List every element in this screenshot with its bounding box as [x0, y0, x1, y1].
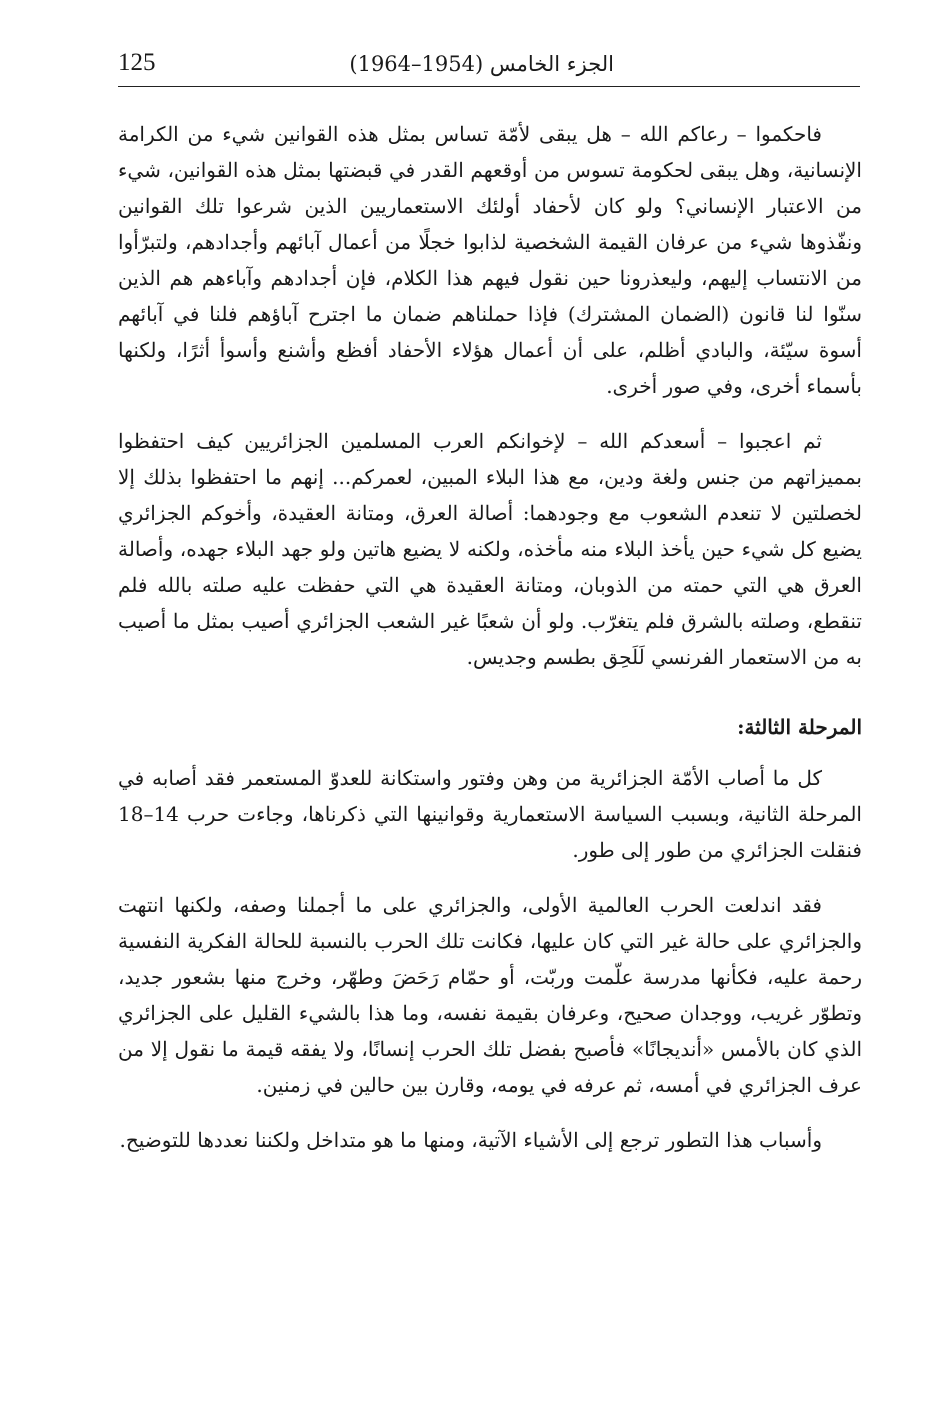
- paragraph: فقد اندلعت الحرب العالمية الأولى، والجزائري على ما أجملنا وصفه، ولكنها انتهت والجزائري على حالة غير التي كان عليها، فكانت تلك الحرب بالنسبة للحالة الفكرية النفسية رحمة عليه، فكأنها مدرسة علّمت وربّت، أو حمّام رَحَضَ وطهّر، وخرج منها بشعور جديد، وتطوّر غريب، ووجدان صحيح، وعرفان بقيمة نفسه، وما هذا بالشيء القليل على الجزائري الذي كان بالأمس «أنديجانًا» فأصبح بفضل تلك الحرب إنسانًا، ولا يفقه قيمة ما نقول إلا من عرف الجزائري في أمسه، ثم عرفه في يومه، وقارن بين حالين في زمنين.: [118, 893, 862, 1097]
- paragraph: وأسباب هذا التطور ترجع إلى الأشياء الآتية، ومنها ما هو متداخل ولكننا نعددها للتوضيح.: [119, 1128, 822, 1152]
- paragraph: فاحكموا – رعاكم الله – هل يبقى لأمّة تساس بمثل هذه القوانين شيء من الكرامة الإنسانية، وهل يبقى لحكومة تسوس من أوقعهم القدر في قبضتها بمثل هذه القوانين، شيء من الاعتبار الإنساني؟ ولو كان لأحفاد أولئك الاستعماريين الذين شرعوا تلك القوانين ونفّذوها شيء من عرفان القيمة الشخصية لذابوا خجلًا من أعمال آبائهم وأجدادهم، ولتبرّأوا من الانتساب إليهم، وليعذرونا حين نقول فيهم هذا الكلام، فإن أجدادهم وآباءهم هم الذين سنّوا لنا قانون (الضمان المشترك) فإذا حملناهم ضمان ما اجترح آباؤهم فلنا في آبائهم أسوة سيّئة، والبادي أظلم، على أن أعمال هؤلاء الأحفاد أفظع وأشنع وأسوأ أثرًا، ولكنها بأسماء أخرى، وفي صور أخرى.: [118, 122, 862, 398]
- paragraph: كل ما أصاب الأمّة الجزائرية من وهن وفتور واستكانة للعدوّ المستعمر فقد أصابه في المرحلة الثانية، وبسبب السياسة الاستعمارية وقوانينها التي ذكرناها، وجاءت حرب 14–18 فنقلت الجزائري من طور إلى طور.: [118, 766, 862, 862]
- body-text: [118, 116, 862, 1177]
- running-head: الجزء الخامس (1954–1964): [349, 52, 614, 76]
- header-rule: [118, 86, 860, 87]
- paragraph: ثم اعجبوا – أسعدكم الله – لإخوانكم العرب المسلمين الجزائريين كيف احتفظوا بمميزاتهم من جنس ولغة ودين، مع هذا البلاء المبين، لعمركم... إنهم ما احتفظوا بذلك إلا لخصلتين لا تنعدم الشعوب مع وجودهما: أصالة العرق، ومتانة العقيدة، وأخوكم الجزائري يضيع كل شيء حين يأخذ البلاء منه مأخذه، ولكنه لا يضيع هاتين ولو جهد البلاء جهده، وأصالة العرق هي التي حمته من الذوبان، ومتانة العقيدة هي التي حفظت عليه صلته بالله فلم تنقطع، وصلته بالشرق فلم يتغرّب. ولو أن شعبًا غير الشعب الجزائري أصيب بمثل ما أصيب به من الاستعمار الفرنسي لَلَحِق بطسم وجديس.: [118, 429, 862, 669]
- page-number: 125: [118, 49, 156, 76]
- page-header: [118, 44, 860, 84]
- section-heading: المرحلة الثالثة:: [737, 715, 862, 739]
